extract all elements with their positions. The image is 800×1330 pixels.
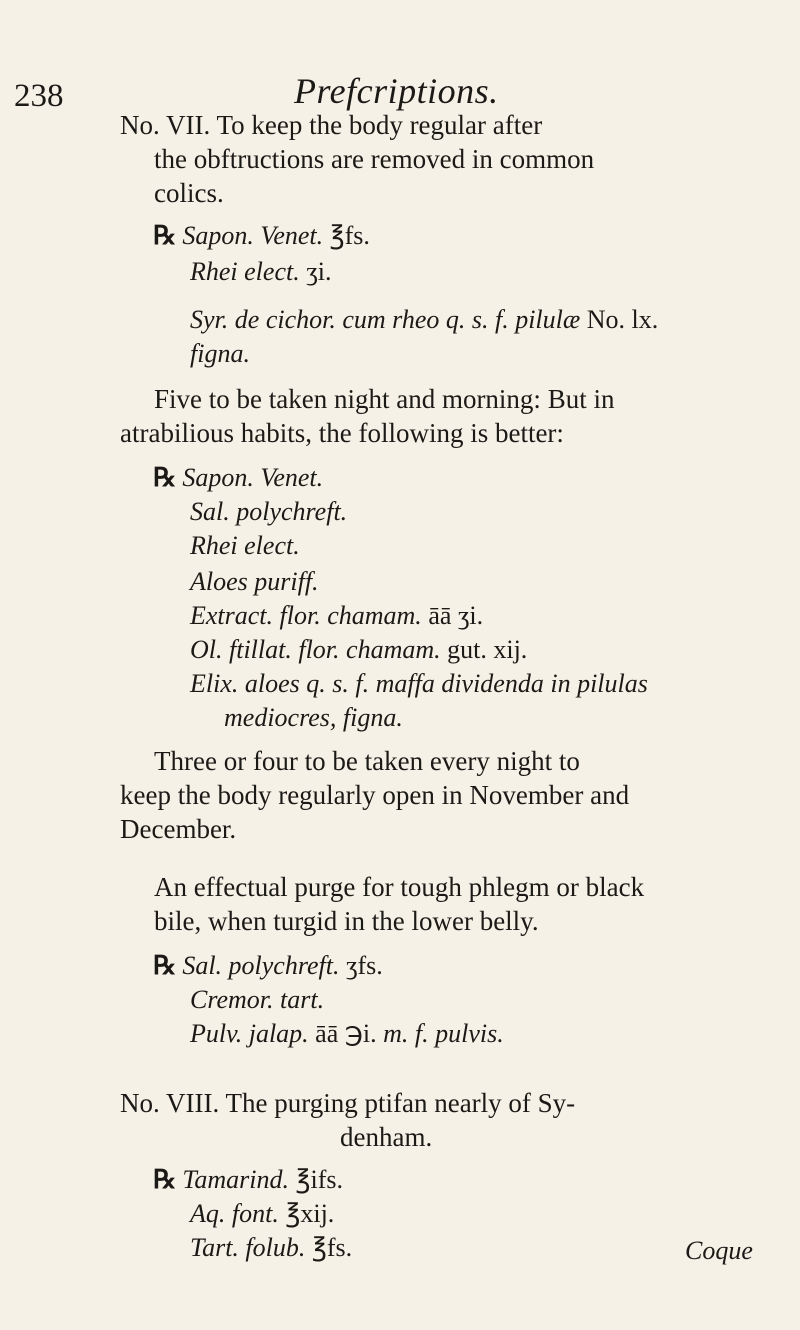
recipe-line: ℞ Sapon. Venet. ℥fs. [153,221,370,250]
recipe-line: Sal. polychreft. [190,497,348,526]
section-heading-line: the obftructions are removed in common [154,144,595,174]
recipe-line: Tart. folub. ℥fs. [190,1233,353,1262]
recipe-line: Aloes puriff. [190,567,319,596]
section-heading-line: denham. [340,1122,433,1152]
recipe-line: Elix. aloes q. s. f. maffa dividenda in pilulas [190,669,648,698]
recipe-line: figna. [190,339,250,368]
body-line: Five to be taken night and morning: But in [154,384,615,414]
catchword: Coque [685,1236,753,1265]
recipe-line: Rhei elect. [190,531,300,560]
recipe-symbol: ℞ [153,951,177,980]
recipe-line: Rhei elect. ʒi. [190,257,332,286]
body-line: An effectual purge for tough phlegm or black [154,872,645,902]
section-heading-line: No. VII. To keep the body regular after [120,110,543,140]
recipe-line: Syr. de cichor. cum rheo q. s. f. pilulæ No. lx. [190,305,659,334]
body-line: atrabilious habits, the following is better: [120,418,564,448]
recipe-line: Ol. ftillat. flor. chamam. gut. xij. [190,635,528,664]
running-head: Prefcriptions. [294,71,499,111]
recipe-line: ℞ Sapon. Venet. [153,463,324,492]
recipe-symbol: ℞ [153,221,177,250]
body-line: December. [120,814,237,844]
recipe-line: Cremor. tart. [190,985,325,1014]
recipe-line: Extract. flor. chamam. āā ʒi. [190,601,484,630]
recipe-symbol: ℞ [153,1165,177,1194]
recipe-line: ℞ Sal. polychreft. ʒfs. [153,951,383,980]
recipe-line: Aq. font. ℥xij. [190,1199,335,1228]
body-line: keep the body regularly open in November and [120,780,630,810]
body-line: Three or four to be taken every night to [154,746,580,776]
recipe-line: Pulv. jalap. āā ℈i. m. f. pulvis. [190,1019,504,1048]
recipe-line: mediocres, figna. [224,703,403,732]
recipe-line: ℞ Tamarind. ℥ifs. [153,1165,344,1194]
page-number: 238 [14,78,64,114]
recipe-symbol: ℞ [153,463,177,492]
section-heading-line: colics. [154,178,224,208]
section-heading-line: No. VIII. The purging ptifan nearly of Sy- [120,1088,576,1118]
body-line: bile, when turgid in the lower belly. [154,906,539,936]
